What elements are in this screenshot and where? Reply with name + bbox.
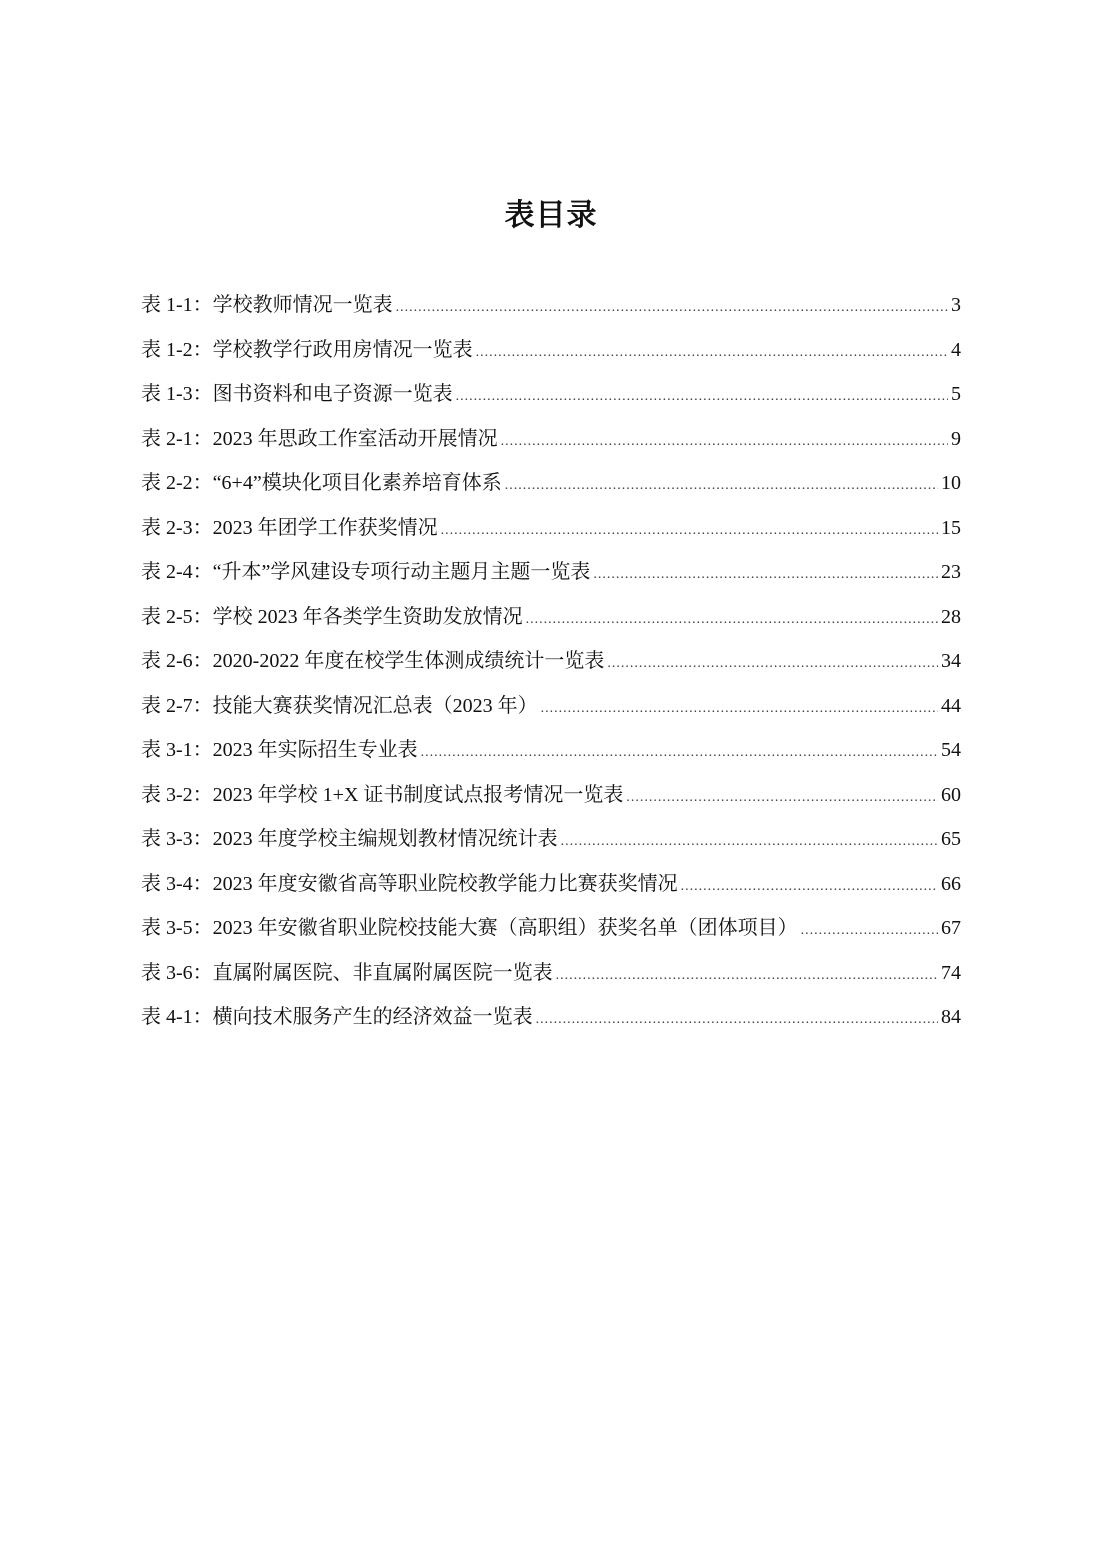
- toc-entry[interactable]: [141, 951, 961, 996]
- toc-entry[interactable]: [141, 995, 961, 1040]
- toc-leader-dots: [541, 687, 938, 732]
- toc-entry[interactable]: [141, 817, 961, 862]
- toc-entry-page: 74: [941, 961, 961, 984]
- toc-entry-page: 9: [951, 427, 961, 450]
- toc-entry[interactable]: [141, 595, 961, 640]
- toc-leader-dots: [681, 865, 938, 910]
- toc-entry-label: 表 1-2：学校教学行政用房情况一览表: [141, 338, 473, 361]
- toc-entry[interactable]: [141, 283, 961, 328]
- toc-leader-dots: [421, 731, 938, 776]
- toc-entry-label: 表 2-3：2023 年团学工作获奖情况: [141, 516, 438, 539]
- toc-entry[interactable]: [141, 773, 961, 818]
- toc-entry-page: 4: [951, 338, 961, 361]
- toc-entry-page: 65: [941, 828, 961, 850]
- toc-entry-page: 60: [941, 783, 961, 806]
- toc-leader-dots: [396, 286, 948, 331]
- toc-entry[interactable]: [141, 328, 961, 373]
- toc-entry-label: 表 3-3：2023 年度学校主编规划教材情况统计表: [141, 828, 558, 850]
- toc-entry[interactable]: [141, 906, 961, 951]
- toc-entry-label: 表 3-1：2023 年实际招生专业表: [141, 739, 418, 761]
- toc-entry-label: 表 2-7：技能大赛获奖情况汇总表（2023 年）: [141, 694, 538, 717]
- toc-entry-page: 84: [941, 1006, 961, 1028]
- toc-entry-label: 表 2-1：2023 年思政工作室活动开展情况: [141, 427, 498, 450]
- toc-entry-page: 34: [941, 650, 961, 672]
- toc-leader-dots: [505, 464, 938, 509]
- table-of-contents: [141, 283, 961, 1040]
- toc-leader-dots: [526, 598, 938, 643]
- toc-entry-label: 表 3-6：直属附属医院、非直属附属医院一览表: [141, 961, 553, 984]
- toc-entry-label: 表 1-1：学校教师情况一览表: [141, 294, 393, 316]
- toc-leader-dots: [593, 553, 938, 598]
- toc-leader-dots: [556, 954, 938, 999]
- toc-entry-page: 67: [941, 917, 961, 939]
- toc-leader-dots: [501, 420, 948, 465]
- toc-entry-page: 23: [941, 561, 961, 583]
- toc-leader-dots: [561, 820, 938, 865]
- toc-entry-label: 表 3-2：2023 年学校 1+X 证书制度试点报考情况一览表: [141, 783, 624, 806]
- toc-entry-page: 54: [941, 739, 961, 761]
- toc-entry-page: 5: [951, 383, 961, 405]
- toc-entry-page: 15: [941, 516, 961, 539]
- toc-entry[interactable]: [141, 461, 961, 506]
- toc-entry[interactable]: [141, 506, 961, 551]
- toc-entry-label: 表 2-5：学校 2023 年各类学生资助发放情况: [141, 605, 523, 628]
- toc-entry-label: 表 3-5：2023 年安徽省职业院校技能大赛（高职组）获奖名单（团体项目）: [141, 917, 798, 939]
- toc-leader-dots: [476, 331, 948, 376]
- toc-leader-dots: [626, 776, 938, 821]
- toc-entry-page: 28: [941, 605, 961, 628]
- toc-entry-label: 表 2-6：2020-2022 年度在校学生体测成绩统计一览表: [141, 650, 605, 672]
- toc-entry-page: 3: [951, 294, 961, 316]
- page-title: 表目录: [504, 199, 598, 232]
- toc-leader-dots: [607, 642, 938, 687]
- toc-entry-label: 表 4-1：横向技术服务产生的经济效益一览表: [141, 1006, 533, 1028]
- toc-entry[interactable]: [141, 728, 961, 773]
- toc-entry-page: 10: [941, 472, 961, 494]
- toc-entry-label: 表 2-2：“6+4”模块化项目化素养培育体系: [141, 472, 502, 494]
- toc-leader-dots: [801, 909, 938, 954]
- toc-entry[interactable]: [141, 684, 961, 729]
- toc-leader-dots: [441, 509, 938, 554]
- toc-entry-page: 44: [941, 694, 961, 717]
- toc-entry[interactable]: [141, 417, 961, 462]
- toc-entry[interactable]: [141, 550, 961, 595]
- toc-entry-label: 表 2-4：“升本”学风建设专项行动主题月主题一览表: [141, 561, 591, 583]
- toc-entry[interactable]: [141, 639, 961, 684]
- toc-entry[interactable]: [141, 862, 961, 907]
- toc-entry-page: 66: [941, 872, 961, 895]
- toc-entry-label: 表 3-4：2023 年度安徽省高等职业院校教学能力比赛获奖情况: [141, 872, 678, 895]
- toc-entry[interactable]: [141, 372, 961, 417]
- toc-leader-dots: [456, 375, 948, 420]
- toc-entry-label: 表 1-3：图书资料和电子资源一览表: [141, 383, 453, 405]
- toc-leader-dots: [536, 998, 938, 1043]
